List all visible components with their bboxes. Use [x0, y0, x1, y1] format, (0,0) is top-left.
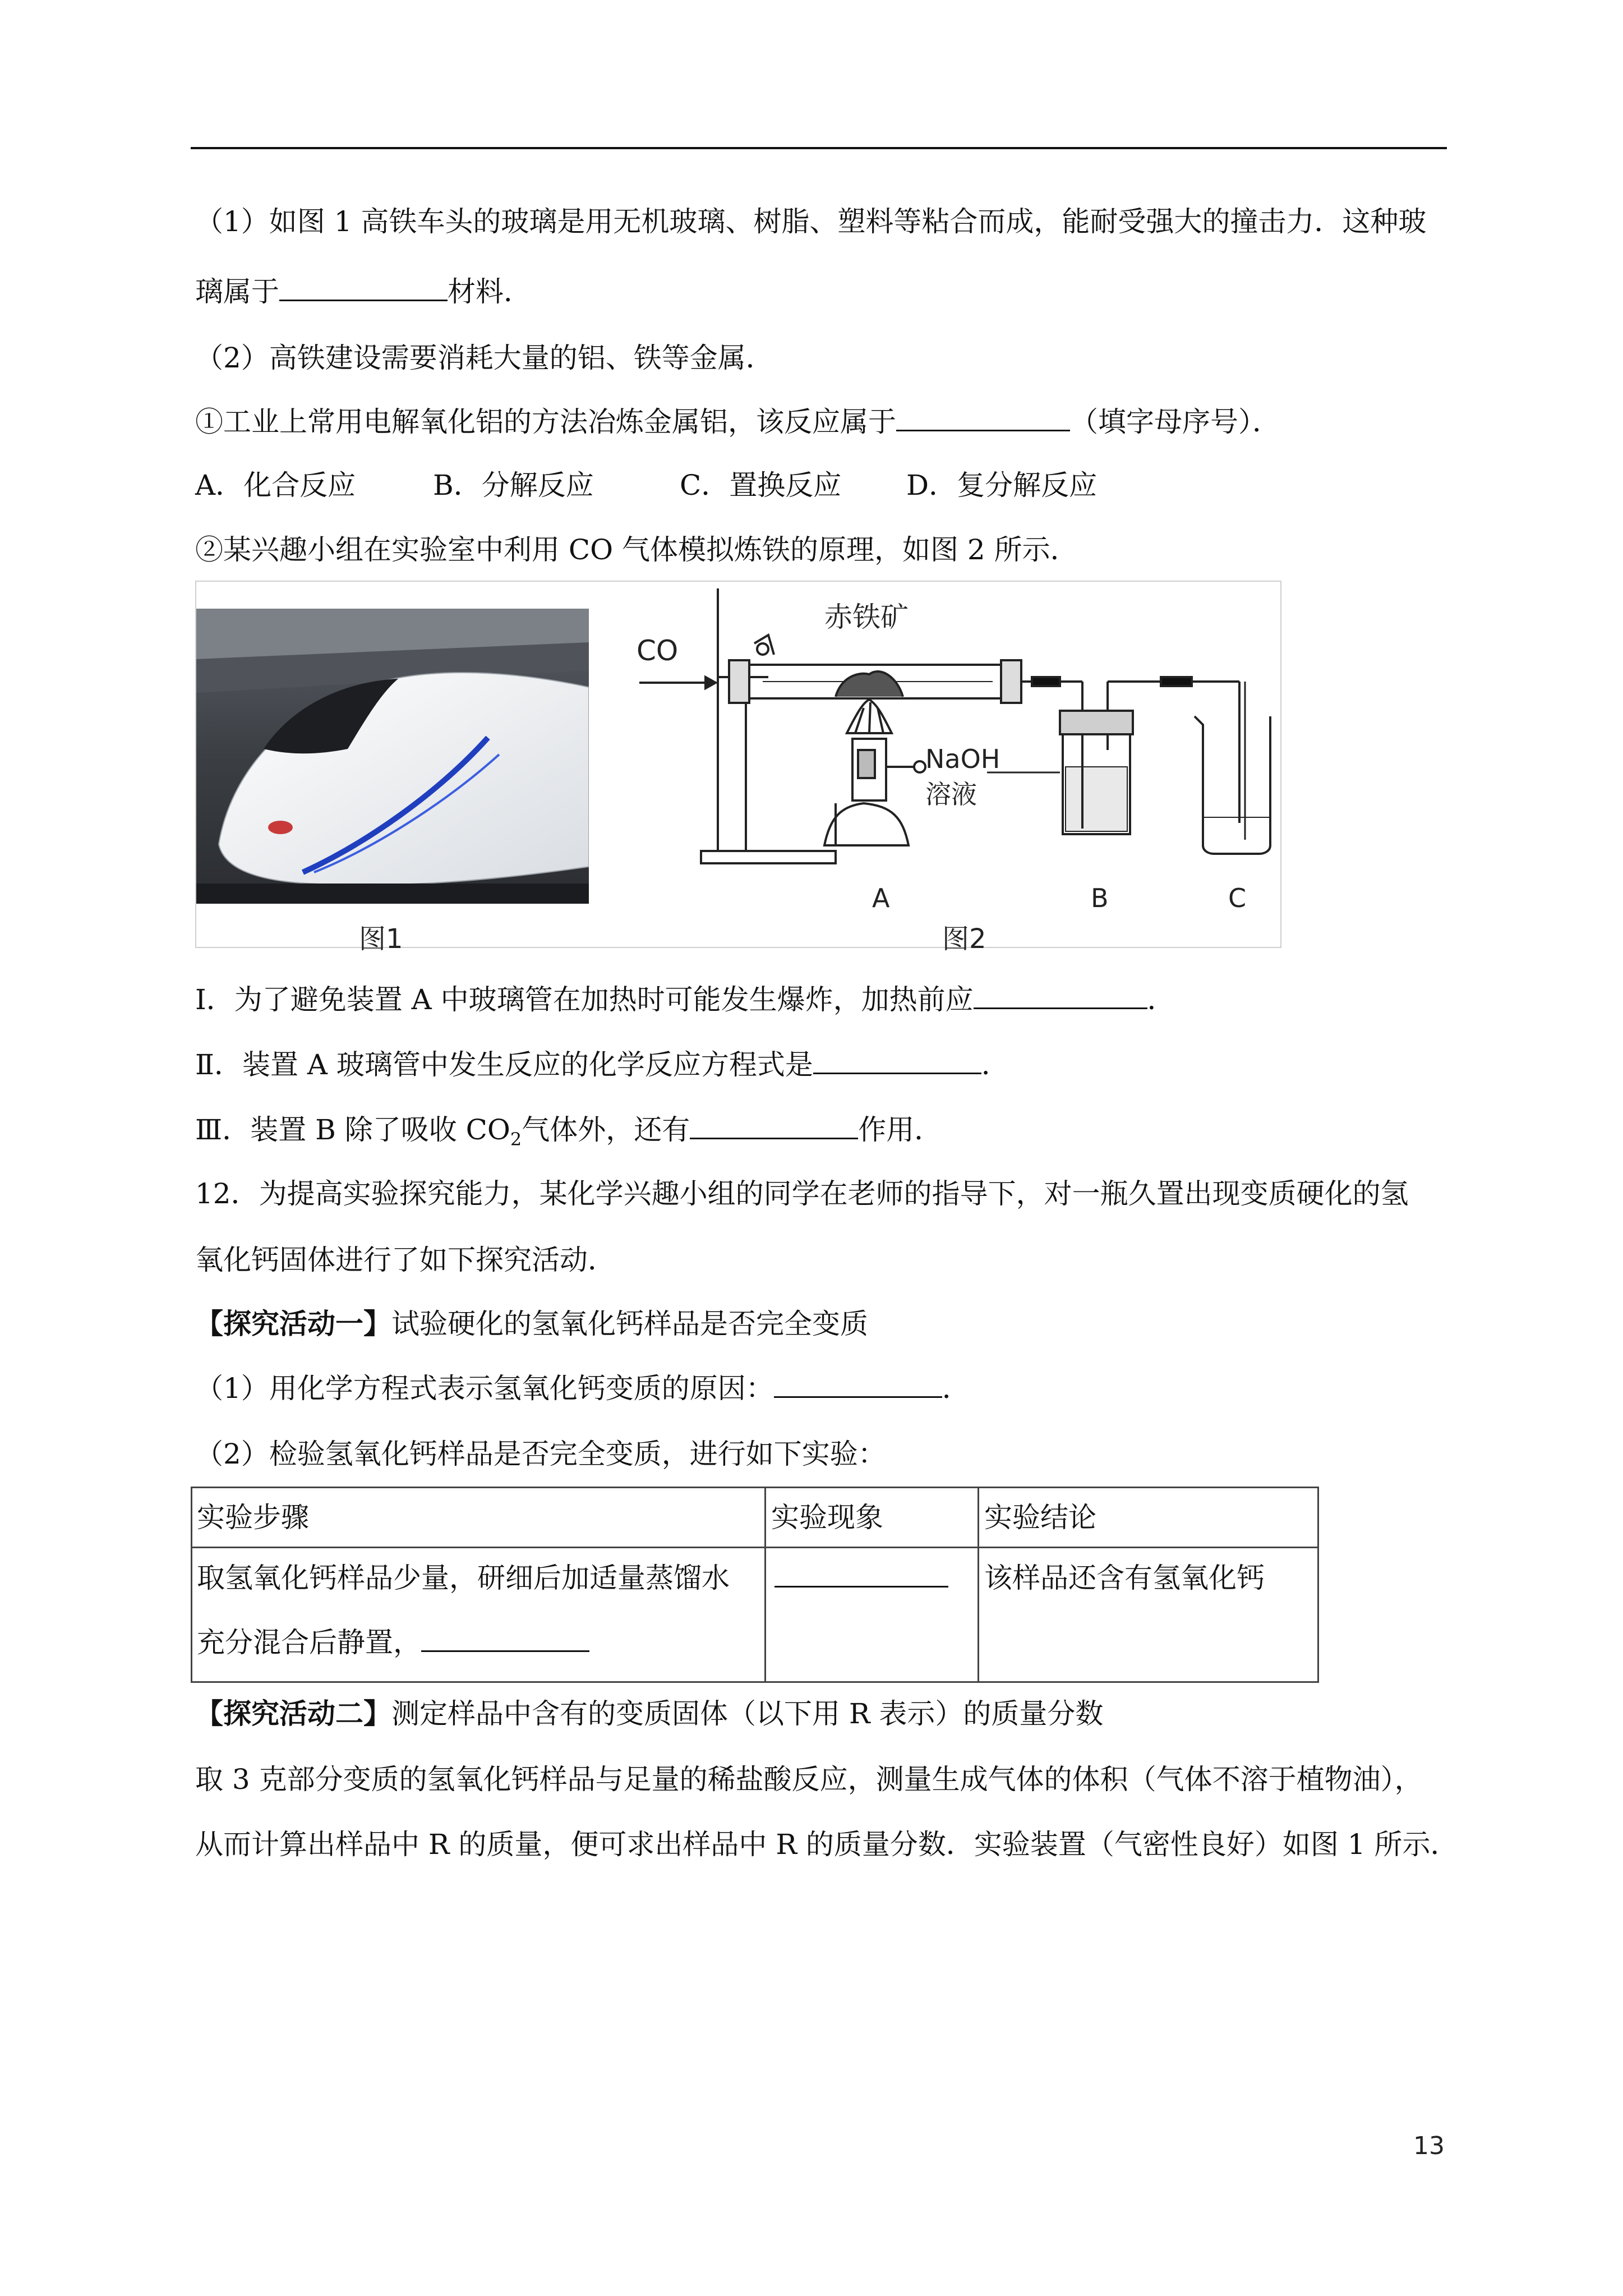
iron-smelting-apparatus: [600, 582, 1279, 946]
table-header-conclusion: 实验结论: [984, 1501, 1096, 1534]
hematite-label: 赤铁矿: [824, 601, 909, 633]
answer-blank[interactable]: [774, 1582, 948, 1588]
figure-panel: [195, 581, 1281, 955]
q11-sub-ii: Ⅱ．装置 A 玻璃管中发生反应的化学反应方程式是 ．: [195, 1048, 1009, 1081]
experiment-table: [191, 1487, 1319, 1683]
figure-1-label: 图1: [359, 923, 403, 955]
page-number: 13: [1413, 2132, 1445, 2160]
table-divider: [764, 1488, 766, 1681]
activity-2-line1: 取 3 克部分变质的氢氧化钙样品与足量的稀盐酸反应，测量生成气体的体积（气体不溶于植物油），: [195, 1763, 1423, 1796]
naoh-label: NaOH: [925, 744, 1000, 774]
q11-part1-line1: （1）如图 1 高铁车头的玻璃是用无机玻璃、树脂、塑料等粘合而成，能耐受强大的撞击力．这种玻: [195, 205, 1427, 238]
activity-1-heading: 【探究活动一】试验硬化的氢氧化钙样品是否完全变质: [195, 1307, 868, 1340]
activity-1-q1: （1）用化学方程式表示氢氧化钙变质的原因： ．: [195, 1372, 970, 1405]
option-a: A．化合反应: [195, 469, 356, 501]
table-step-line1: 取氢氧化钙样品少量，研细后加适量蒸馏水: [197, 1562, 730, 1594]
activity-2-heading: 【探究活动二】测定样品中含有的变质固体（以下用 R 表示）的质量分数: [195, 1697, 1104, 1730]
header-rule: [191, 147, 1447, 149]
apparatus-b-label: B: [1091, 883, 1109, 913]
q11-part2-1: ①工业上常用电解氧化铝的方法冶炼金属铝，该反应属于 （填字母序号）．: [195, 406, 1280, 438]
q11-part2-2: ②某兴趣小组在实验室中利用 CO 气体模拟炼铁的原理，如图 2 所示．: [195, 533, 1078, 566]
option-c: C．置换反应: [680, 469, 842, 501]
table-divider: [192, 1547, 1317, 1548]
activity-2-line2: 从而计算出样品中 R 的质量，便可求出样品中 R 的质量分数．实验装置（气密性良好）如图 1 所示．: [195, 1828, 1459, 1861]
q12-line2: 氧化钙固体进行了如下探究活动．: [195, 1244, 616, 1276]
q11-options: [195, 468, 1097, 502]
q11-part1-line2: 璃属于 材料．: [195, 275, 532, 308]
co-label: CO: [637, 634, 679, 667]
solution-label: 溶液: [925, 779, 977, 809]
q11-sub-i: Ⅰ．为了避免装置 A 中玻璃管在加热时可能发生爆炸，加热前应 ．: [195, 983, 1175, 1016]
table-divider: [978, 1488, 979, 1681]
answer-blank[interactable]: [774, 1393, 942, 1398]
table-observation-cell: [774, 1561, 948, 1595]
apparatus-c-label: C: [1228, 883, 1247, 913]
table-conclusion: 该样品还含有氢氧化钙: [984, 1562, 1265, 1594]
apparatus-a-label: A: [872, 883, 890, 913]
table-header-observation: 实验现象: [771, 1501, 883, 1534]
q11-part2: （2）高铁建设需要消耗大量的铝、铁等金属．: [195, 342, 774, 374]
q12-line1: 12．为提高实验探究能力，某化学兴趣小组的同学在老师的指导下，对一瓶久置出现变质硬化的氢: [195, 1177, 1409, 1210]
option-b: B．分解反应: [433, 469, 594, 501]
answer-blank[interactable]: [974, 1004, 1147, 1009]
answer-blank[interactable]: [690, 1134, 858, 1139]
activity-1-q2: （2）检验氢氧化钙样品是否完全变质，进行如下实验：: [195, 1438, 886, 1470]
q11-sub-iii: Ⅲ．装置 B 除了吸收 $CO_2$气体外，还有 作用．: [195, 1114, 943, 1150]
answer-blank[interactable]: [421, 1647, 589, 1652]
table-header-step: 实验步骤: [197, 1501, 309, 1534]
option-d: D．复分解反应: [906, 469, 1098, 501]
table-step-line2: 充分混合后静置，: [197, 1626, 589, 1659]
answer-blank[interactable]: [279, 296, 448, 301]
answer-blank[interactable]: [813, 1069, 981, 1074]
answer-blank[interactable]: [896, 426, 1070, 431]
figure-2-label: 图2: [942, 923, 986, 955]
train-photo: [196, 609, 589, 904]
